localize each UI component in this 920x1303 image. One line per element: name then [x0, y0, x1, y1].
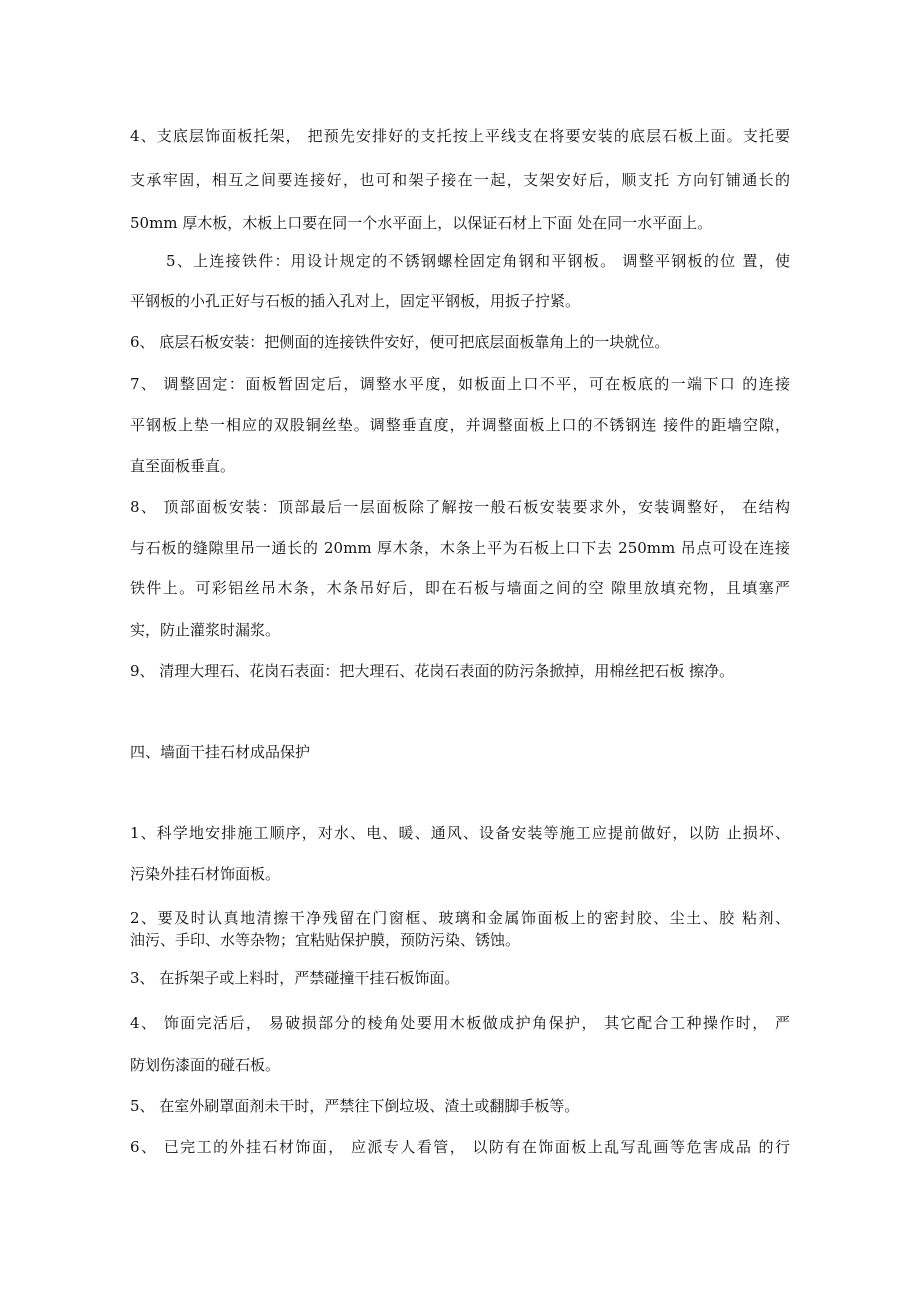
- item-6-line-1: 6、 底层石板安装：把侧面的连接铁件安好，便可把底层面板靠角上的一块就位。: [130, 333, 670, 351]
- item-7-line-3: 直至面板垂直。: [130, 457, 236, 475]
- item-4-line-2: 支承牢固，相互之间要连接好，也可和架子接在一起，支架安好后，顺支托 方向钉铺通长的: [130, 171, 790, 189]
- protection-6-line-1: 6、 已完工的外挂石材饰面， 应派专人看管， 以防有在饰面板上乱写乱画等危害成品 的行: [130, 1138, 790, 1156]
- item-5-line-2: 平钢板的小孔正好与石板的插入孔对上，固定平钢板，用扳子拧紧。: [130, 292, 581, 310]
- protection-1-line-1: 1、科学地安排施工顺序，对水、电、暖、通风、设备安装等施工应提前做好，以防 止损坏、: [130, 824, 790, 842]
- item-8-line-2: 与石板的缝隙里吊一通长的 20mm 厚木条，木条上平为石板上口下去 250mm 吊点可设在连接: [130, 539, 790, 557]
- item-4-line-1: 4、支底层饰面板托架， 把预先安排好的支托按上平线支在将要安装的底层石板上面。支托要: [130, 127, 790, 145]
- protection-1-line-2: 污染外挂石材饰面板。: [130, 865, 281, 883]
- item-7-line-2: 平钢板上垫一相应的双股铜丝垫。调整垂直度，并调整面板上口的不锈钢连 接件的距墙空隙，: [130, 416, 790, 434]
- item-9-line-1: 9、 清理大理石、花岗石表面：把大理石、花岗石表面的防污条掀掉，用棉丝把石板 擦净。: [130, 662, 735, 680]
- protection-4-line-1: 4、 饰面完活后， 易破损部分的棱角处要用木板做成护角保护， 其它配合工种操作时， 严: [130, 1014, 790, 1032]
- protection-5-line-1: 5、 在室外刷罩面剂未干时，严禁往下倒垃圾、渣土或翻脚手板等。: [130, 1097, 580, 1115]
- protection-2-line-2: 油污、手印、水等杂物；宜粘贴保护膜，预防污染、锈蚀。: [130, 931, 521, 949]
- item-8-line-3: 铁件上。可彩铝丝吊木条，木条吊好后，即在石板与墙面之间的空 隙里放填充物，且填塞严: [130, 579, 790, 597]
- section-heading: 四、墙面干挂石材成品保护: [130, 743, 311, 761]
- item-8-line-4: 实，防止灌浆时漏浆。: [130, 621, 281, 639]
- item-5-line-1: 5、上连接铁件：用设计规定的不锈钢螺栓固定角钢和平钢板。 调整平钢板的位 置，使: [166, 252, 790, 270]
- protection-3-line-1: 3、 在拆架子或上料时，严禁碰撞干挂石板饰面。: [130, 969, 460, 987]
- protection-4-line-2: 防划伤漆面的碰石板。: [130, 1056, 281, 1074]
- protection-2-line-1: 2、要及时认真地清擦干净残留在门窗框、玻璃和金属饰面板上的密封胶、尘土、胶 粘剂、: [130, 909, 790, 927]
- item-8-line-1: 8、 顶部面板安装：顶部最后一层面板除了解按一般石板安装要求外，安装调整好， 在结构: [130, 498, 790, 516]
- item-7-line-1: 7、 调整固定：面板暂固定后，调整水平度，如板面上口不平，可在板底的一端下口 的连接: [130, 375, 790, 393]
- item-4-line-3: 50mm 厚木板，木板上口要在同一个水平面上，以保证石材上下面 处在同一水平面上。: [130, 214, 713, 232]
